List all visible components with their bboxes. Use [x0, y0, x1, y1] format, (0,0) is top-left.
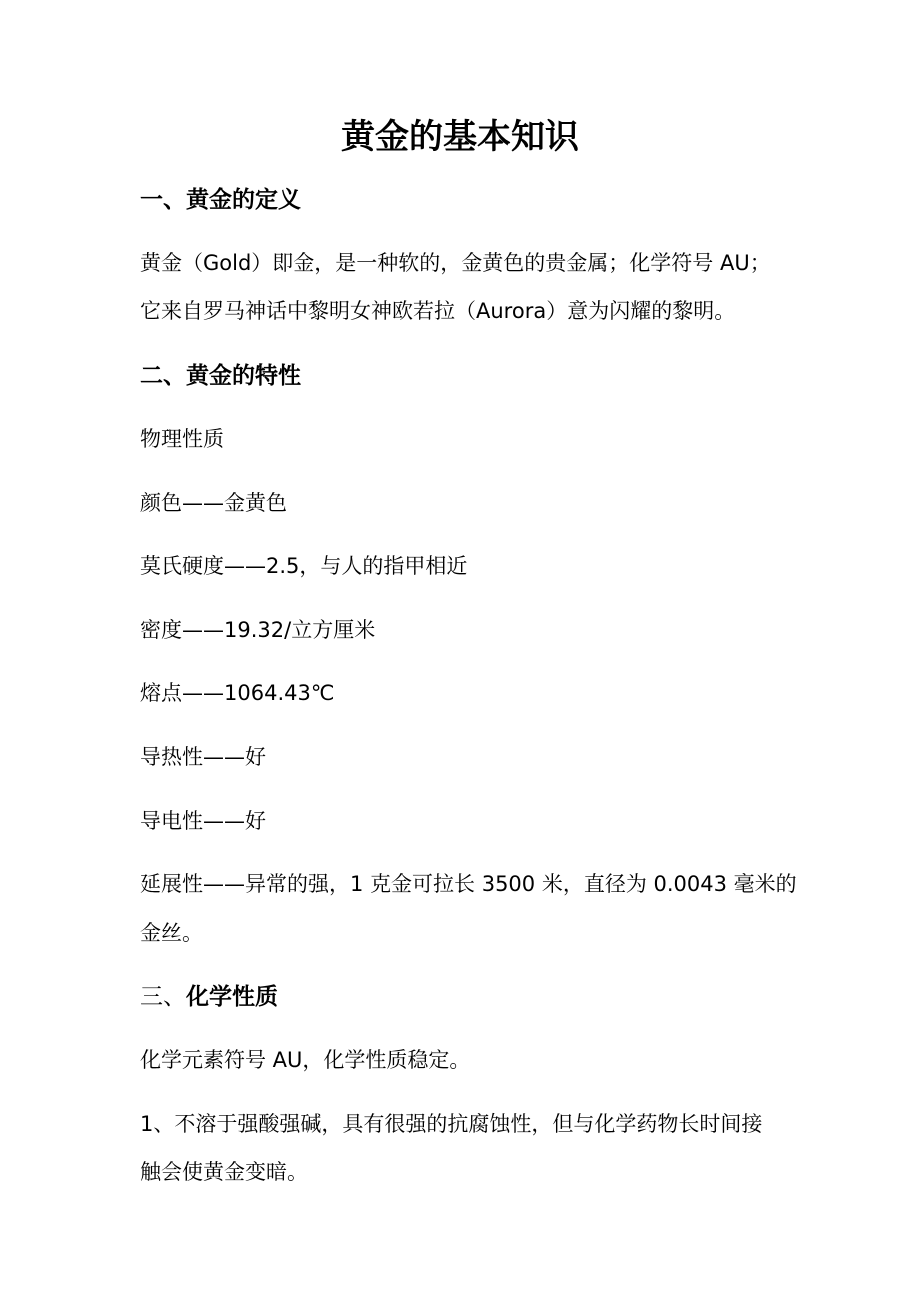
property-density: 密度——19.32/立方厘米	[140, 618, 376, 642]
section-heading-chemical-text: 化学性质	[186, 984, 278, 1010]
property-color: 颜色——金黄色	[140, 491, 287, 515]
section-heading-definition: 一、黄金的定义	[140, 187, 301, 213]
property-ductility-line-1: 延展性——异常的强，1 克金可拉长 3500 米，直径为 0.0043 毫米的	[140, 872, 797, 896]
document-title: 黄金的基本知识	[341, 117, 579, 157]
definition-paragraph-line-1: 黄金（Gold）即金，是一种软的，金黄色的贵金属；化学符号 AU；	[140, 251, 771, 275]
chemical-point-1-line-1: 1、不溶于强酸强碱，具有很强的抗腐蚀性，但与化学药物长时间接	[140, 1112, 763, 1136]
property-melting-point: 熔点——1064.43℃	[140, 681, 335, 705]
property-thermal-conductivity: 导热性——好	[140, 745, 266, 769]
section-heading-properties: 二、黄金的特性	[140, 363, 301, 389]
property-ductility-line-2: 金丝。	[140, 921, 203, 945]
physical-properties-label: 物理性质	[140, 427, 224, 451]
chemical-intro: 化学元素符号 AU，化学性质稳定。	[140, 1048, 471, 1072]
definition-paragraph-line-2: 它来自罗马神话中黎明女神欧若拉（Aurora）意为闪耀的黎明。	[140, 299, 736, 323]
property-electrical-conductivity: 导电性——好	[140, 809, 266, 833]
property-hardness: 莫氏硬度——2.5，与人的指甲相近	[140, 554, 468, 578]
section-heading-chemical	[140, 980, 278, 1014]
section-heading-chemical-number: 三、	[140, 984, 186, 1010]
chemical-point-1-line-2: 触会使黄金变暗。	[140, 1160, 308, 1184]
